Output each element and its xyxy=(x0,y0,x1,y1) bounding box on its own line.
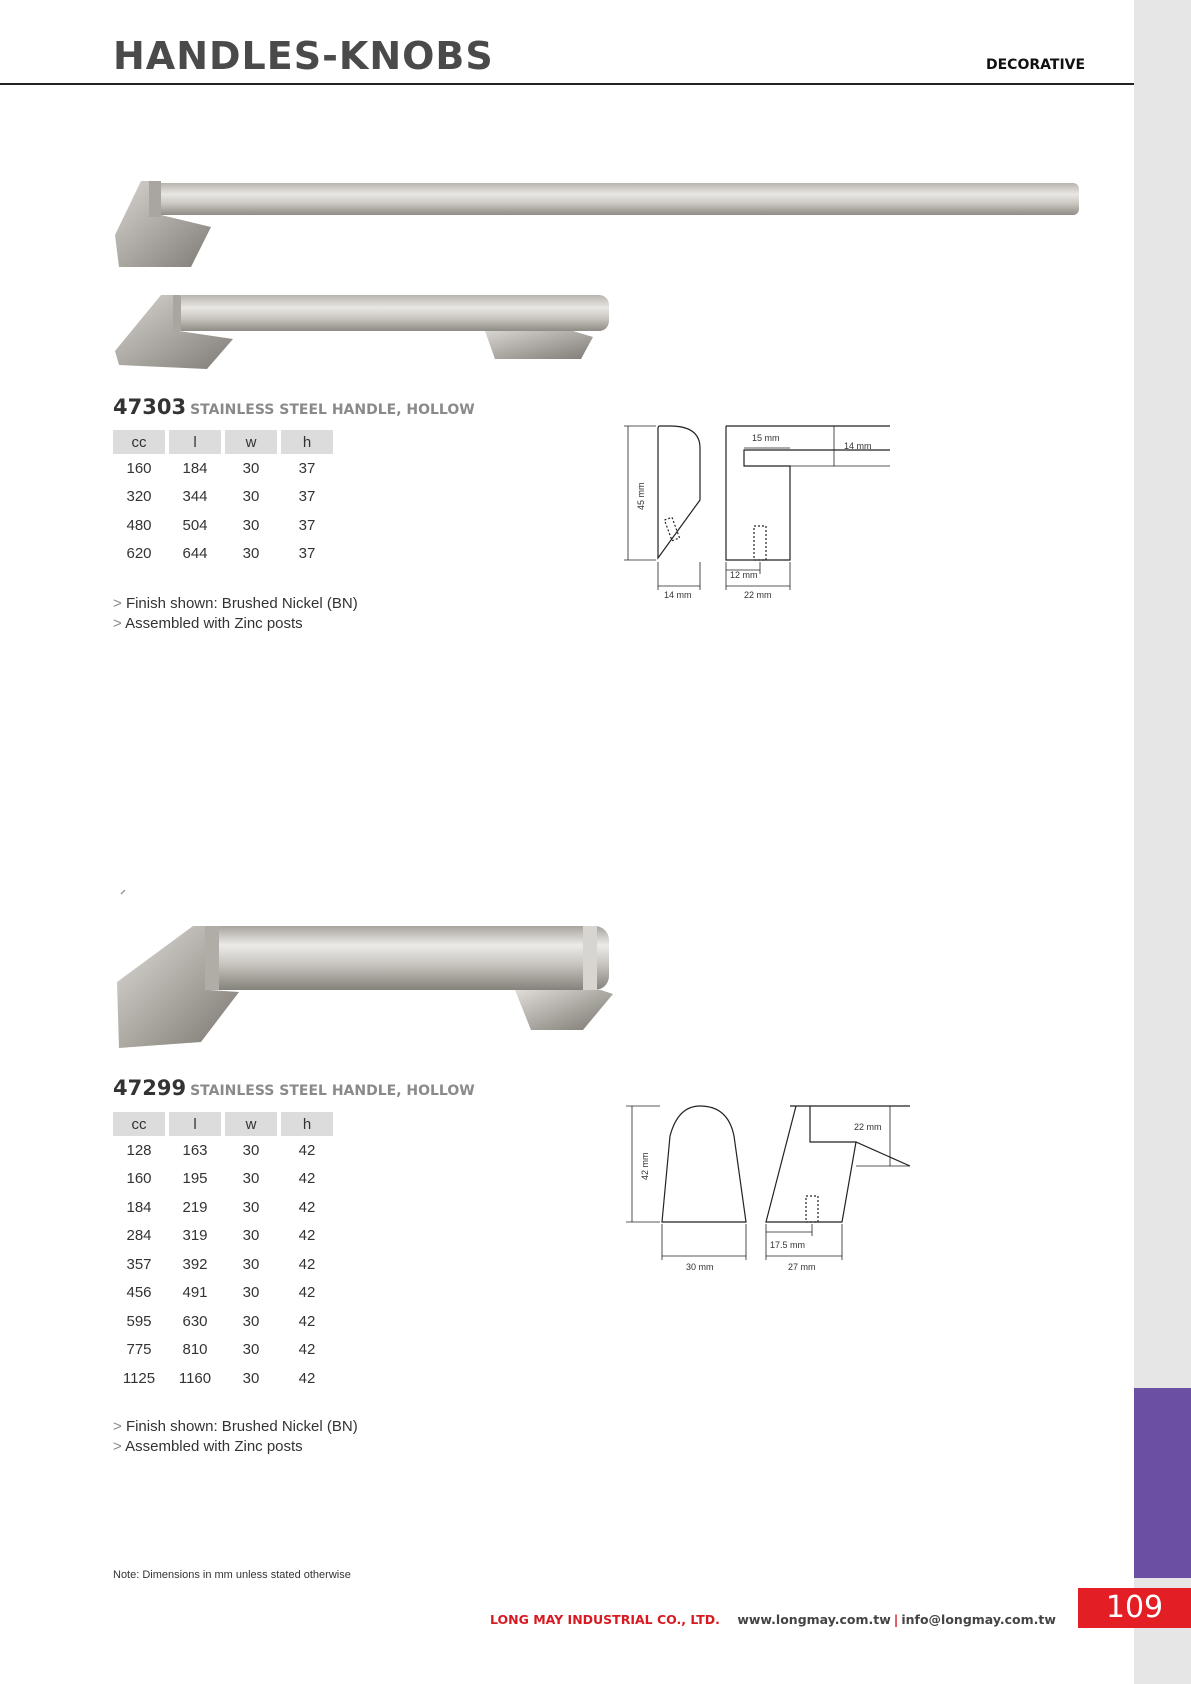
table-cell: 37 xyxy=(281,511,337,540)
table-cell: 344 xyxy=(169,483,225,512)
table-row xyxy=(113,1222,337,1251)
product-name: STAINLESS STEEL HANDLE, HOLLOW xyxy=(190,402,475,418)
column-header: h xyxy=(281,430,337,454)
table-cell: 42 xyxy=(281,1250,337,1279)
product-notes-47303 xyxy=(113,594,358,634)
table-cell: 42 xyxy=(281,1136,337,1165)
table-cell: 630 xyxy=(169,1307,225,1336)
table-cell: 42 xyxy=(281,1279,337,1308)
note-line xyxy=(113,1437,358,1457)
product-code: 47303 xyxy=(113,395,187,419)
table-cell: 37 xyxy=(281,540,337,569)
table-cell: 620 xyxy=(113,540,169,569)
column-header: h xyxy=(281,1112,337,1136)
column-header: l xyxy=(169,430,225,454)
section-label: DECORATIVE xyxy=(986,57,1086,73)
table-cell: 37 xyxy=(281,483,337,512)
note-marker: > xyxy=(113,1418,122,1435)
product-heading-47303 xyxy=(113,395,475,419)
dim-post-offset: 12 mm xyxy=(730,570,758,580)
column-header: w xyxy=(225,430,281,454)
column-header: cc xyxy=(113,1112,169,1136)
table-cell: 160 xyxy=(113,454,169,483)
technical-drawing-47303 xyxy=(620,420,920,605)
table-cell: 320 xyxy=(113,483,169,512)
table-cell: 42 xyxy=(281,1336,337,1365)
note-marker: > xyxy=(113,595,122,612)
footer-company: LONG MAY INDUSTRIAL CO., LTD. xyxy=(490,1612,720,1627)
table-row xyxy=(113,1336,337,1365)
header-rule xyxy=(0,83,1134,85)
table-cell: 195 xyxy=(169,1165,225,1194)
table-cell: 30 xyxy=(225,483,281,512)
table-cell: 775 xyxy=(113,1336,169,1365)
table-cell: 392 xyxy=(169,1250,225,1279)
table-cell: 30 xyxy=(225,1307,281,1336)
table-row xyxy=(113,511,337,540)
table-cell: 30 xyxy=(225,1279,281,1308)
spec-table-47299 xyxy=(113,1112,337,1393)
table-cell: 37 xyxy=(281,454,337,483)
table-cell: 184 xyxy=(169,454,225,483)
table-row xyxy=(113,1307,337,1336)
table-row xyxy=(113,1279,337,1308)
dim-bottom-right: 27 mm xyxy=(788,1262,816,1272)
table-cell: 128 xyxy=(113,1136,169,1165)
dim-top-inner: 15 mm xyxy=(752,433,780,443)
product-name: STAINLESS STEEL HANDLE, HOLLOW xyxy=(190,1083,475,1099)
table-row xyxy=(113,483,337,512)
table-cell: 30 xyxy=(225,540,281,569)
dim-post-offset: 17.5 mm xyxy=(770,1240,806,1250)
table-cell: 480 xyxy=(113,511,169,540)
table-header-row xyxy=(113,430,337,454)
dim-height: 45 mm xyxy=(636,482,646,510)
table-cell: 644 xyxy=(169,540,225,569)
table-cell: 219 xyxy=(169,1193,225,1222)
footnote: Note: Dimensions in mm unless stated otherwise xyxy=(113,1569,351,1581)
product-notes-47299 xyxy=(113,1417,358,1457)
technical-drawing-47299 xyxy=(620,1100,920,1275)
table-cell: 30 xyxy=(225,1222,281,1251)
table-cell: 30 xyxy=(225,1165,281,1194)
dim-bottom-left: 30 mm xyxy=(686,1262,714,1272)
table-cell: 810 xyxy=(169,1336,225,1365)
table-cell: 456 xyxy=(113,1279,169,1308)
table-cell: 319 xyxy=(169,1222,225,1251)
note-text: Finish shown: Brushed Nickel (BN) xyxy=(125,595,358,612)
dim-bottom-right: 22 mm xyxy=(744,590,772,600)
table-cell: 1160 xyxy=(169,1364,225,1393)
note-line xyxy=(113,594,358,614)
table-row xyxy=(113,1250,337,1279)
product-heading-47299 xyxy=(113,1076,475,1100)
note-line xyxy=(113,1417,358,1437)
product-photo-47299 xyxy=(113,890,633,1050)
table-row xyxy=(113,540,337,569)
table-cell: 42 xyxy=(281,1307,337,1336)
table-cell: 184 xyxy=(113,1193,169,1222)
note-text: Finish shown: Brushed Nickel (BN) xyxy=(125,1418,358,1435)
note-text: Assembled with Zinc posts xyxy=(125,615,303,632)
table-cell: 42 xyxy=(281,1222,337,1251)
dim-bottom-left: 14 mm xyxy=(664,590,692,600)
table-cell: 160 xyxy=(113,1165,169,1194)
footer xyxy=(490,1612,1056,1627)
table-row xyxy=(113,1364,337,1393)
section-tab xyxy=(1134,1388,1191,1578)
column-header: w xyxy=(225,1112,281,1136)
table-cell: 491 xyxy=(169,1279,225,1308)
footer-website-link[interactable]: www.longmay.com.tw xyxy=(737,1612,891,1627)
table-cell: 42 xyxy=(281,1193,337,1222)
table-cell: 30 xyxy=(225,1336,281,1365)
table-cell: 42 xyxy=(281,1165,337,1194)
table-row xyxy=(113,1136,337,1165)
dim-height: 42 mm xyxy=(640,1152,650,1180)
table-cell: 30 xyxy=(225,1136,281,1165)
table-cell: 1125 xyxy=(113,1364,169,1393)
table-row xyxy=(113,454,337,483)
note-marker: > xyxy=(113,1438,122,1455)
table-cell: 595 xyxy=(113,1307,169,1336)
page-title: HANDLES-KNOBS xyxy=(113,34,494,78)
table-cell: 30 xyxy=(225,1193,281,1222)
column-header: l xyxy=(169,1112,225,1136)
note-text: Assembled with Zinc posts xyxy=(125,1438,303,1455)
product-code: 47299 xyxy=(113,1076,187,1100)
table-cell: 30 xyxy=(225,1250,281,1279)
table-cell: 42 xyxy=(281,1364,337,1393)
note-marker: > xyxy=(113,615,122,632)
table-cell: 504 xyxy=(169,511,225,540)
product-photo-47303 xyxy=(113,175,1079,375)
table-row xyxy=(113,1165,337,1194)
page-number: 109 xyxy=(1078,1588,1191,1628)
table-cell: 357 xyxy=(113,1250,169,1279)
footer-separator: | xyxy=(893,1612,899,1627)
table-cell: 30 xyxy=(225,1364,281,1393)
footer-email-link[interactable]: info@longmay.com.tw xyxy=(901,1612,1056,1627)
table-row xyxy=(113,1193,337,1222)
table-cell: 30 xyxy=(225,511,281,540)
dim-right-side: 14 mm xyxy=(844,441,872,451)
dim-right-side: 22 mm xyxy=(854,1122,882,1132)
table-header-row xyxy=(113,1112,337,1136)
note-line xyxy=(113,614,358,634)
table-cell: 30 xyxy=(225,454,281,483)
table-cell: 284 xyxy=(113,1222,169,1251)
spec-table-47303 xyxy=(113,430,337,568)
column-header: cc xyxy=(113,430,169,454)
table-cell: 163 xyxy=(169,1136,225,1165)
